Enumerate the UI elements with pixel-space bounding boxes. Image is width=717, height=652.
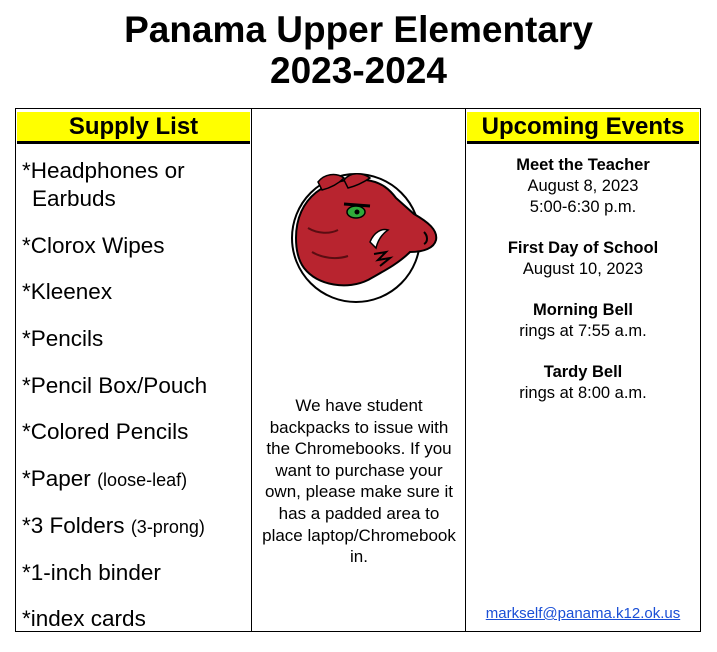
event-item [467, 238, 699, 280]
event-detail: August 10, 2023 [522, 260, 644, 278]
event-title: Meet the Teacher [516, 156, 650, 174]
supply-item: *3 Folders (3-prong) [22, 512, 205, 538]
supply-list [22, 157, 250, 652]
event-detail: 5:00-6:30 p.m. [529, 198, 637, 216]
event-item [467, 362, 699, 404]
supply-item: *index cards [22, 606, 146, 632]
column-divider [251, 109, 252, 631]
backpack-note: We have student backpacks to issue with the Chromebooks. If you want to purchase your own, please make sure it has a padded area to place laptop/Chromebook in. [262, 396, 456, 567]
supply-item: *Paper (loose-leaf) [22, 466, 188, 492]
razorback-hog-mascot-icon [278, 168, 438, 308]
event-item [467, 300, 699, 342]
event-detail: August 8, 2023 [527, 177, 639, 195]
supply-list-heading: Supply List [17, 112, 250, 144]
event-detail: rings at 8:00 a.m. [519, 384, 647, 402]
contact-email-link[interactable]: markself@panama.k12.ok.us [485, 605, 681, 622]
supply-item: *Kleenex [22, 279, 113, 305]
info-table [15, 108, 701, 632]
events-list [467, 155, 699, 424]
page-title: Panama Upper Elementary [124, 9, 593, 50]
column-divider [465, 109, 466, 631]
supply-item: *Clorox Wipes [22, 232, 165, 258]
event-title: First Day of School [507, 239, 659, 257]
event-detail: rings at 7:55 a.m. [519, 322, 647, 340]
event-title: Tardy Bell [543, 363, 623, 381]
event-title: Morning Bell [533, 301, 633, 319]
event-item [467, 155, 699, 218]
upcoming-events-heading: Upcoming Events [467, 112, 699, 144]
school-year: 2023-2024 [270, 50, 447, 91]
supply-item: *1-inch binder [22, 559, 161, 585]
supply-item: *Pencils [22, 326, 104, 352]
supply-item: *Headphones or Earbuds [22, 158, 185, 211]
supply-item: *Colored Pencils [22, 419, 189, 445]
supply-item: *Pencil Box/Pouch [22, 372, 208, 398]
